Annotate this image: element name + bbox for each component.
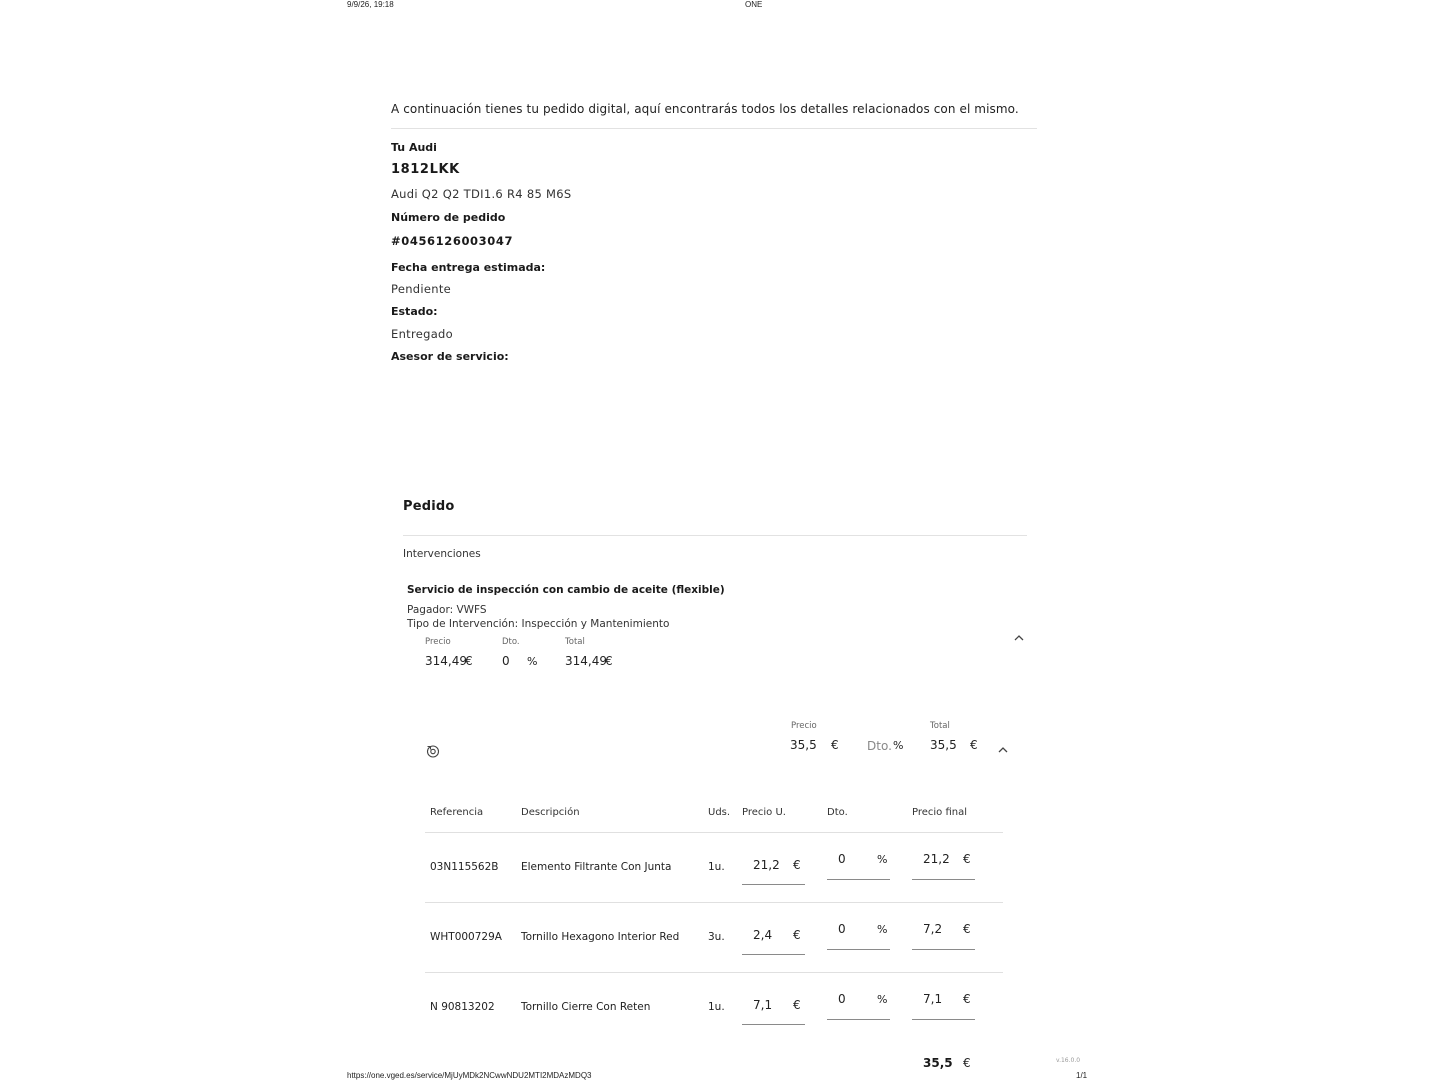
- th-unit-price: Precio U.: [742, 807, 786, 818]
- th-discount: Dto.: [827, 807, 848, 818]
- final-price-field[interactable]: 7,2: [923, 922, 943, 936]
- unit-price-underline: [742, 1024, 805, 1025]
- intervention-price: 314,49: [425, 654, 467, 668]
- row-reference: WHT000729A: [430, 931, 502, 943]
- row-divider: [425, 902, 1003, 903]
- unit-price-underline: [742, 954, 805, 955]
- th-description: Descripción: [521, 807, 580, 818]
- th-reference: Referencia: [430, 807, 484, 818]
- parts-icon: [424, 742, 442, 760]
- status-label: Estado:: [391, 305, 438, 318]
- unit-price-field[interactable]: 7,1: [753, 998, 773, 1012]
- final-price-underline: [912, 1019, 975, 1020]
- discount-percent: %: [877, 853, 888, 866]
- unit-price-currency: €: [793, 998, 801, 1012]
- parts-price-label: Precio: [791, 721, 817, 731]
- table-header-divider: [425, 832, 1003, 833]
- intervention-payer: Pagador: VWFS: [407, 604, 487, 616]
- row-units: 1u.: [708, 1001, 725, 1013]
- print-datetime: 9/9/26, 19:18: [347, 0, 394, 9]
- delivery-date-value: Pendiente: [391, 282, 452, 296]
- delivery-date-label: Fecha entrega estimada:: [391, 261, 546, 274]
- parts-price: 35,5: [790, 738, 817, 752]
- row-divider: [425, 972, 1003, 973]
- row-description: Elemento Filtrante Con Junta: [521, 861, 672, 873]
- final-price-currency: €: [963, 922, 971, 936]
- unit-price-field[interactable]: 2,4: [753, 928, 773, 942]
- status-value: Entregado: [391, 327, 453, 341]
- intervention-type: Tipo de Intervención: Inspección y Mantenimiento: [407, 618, 670, 630]
- final-price-field[interactable]: 21,2: [923, 852, 950, 866]
- row-reference: N 90813202: [430, 1001, 495, 1013]
- app-version: v.16.0.0: [1056, 1057, 1081, 1064]
- final-price-underline: [912, 949, 975, 950]
- intervention-price-currency: €: [465, 654, 473, 668]
- discount-field[interactable]: 0: [838, 992, 846, 1006]
- parts-dto-percent: %: [893, 739, 904, 752]
- row-description: Tornillo Hexagono Interior Red: [521, 931, 680, 943]
- intervention-collapse-chevron-up-icon[interactable]: [1014, 632, 1024, 642]
- order-number: #0456126003047: [391, 234, 514, 248]
- unit-price-underline: [742, 884, 805, 885]
- unit-price-currency: €: [793, 928, 801, 942]
- pedido-title: Pedido: [403, 499, 455, 514]
- vehicle-plate: 1812LKK: [391, 162, 460, 177]
- discount-percent: %: [877, 993, 888, 1006]
- unit-price-currency: €: [793, 858, 801, 872]
- row-description: Tornillo Cierre Con Reten: [521, 1001, 651, 1013]
- discount-underline: [827, 1019, 890, 1020]
- row-units: 3u.: [708, 931, 725, 943]
- intervention-price-label: Precio: [425, 637, 451, 647]
- discount-percent: %: [877, 923, 888, 936]
- intro-text: A continuación tienes tu pedido digital, aquí encontrarás todos los detalles relacionados con el mismo.: [391, 102, 1019, 116]
- intervention-total: 314,49: [565, 654, 607, 668]
- print-title: ONE: [745, 0, 763, 9]
- order-number-label: Número de pedido: [391, 211, 506, 224]
- intro-divider: [391, 128, 1037, 129]
- discount-field[interactable]: 0: [838, 922, 846, 936]
- intervention-total-currency: €: [605, 654, 613, 668]
- parts-total: 35,5: [930, 738, 957, 752]
- th-final-price: Precio final: [912, 807, 968, 818]
- parts-total-currency: €: [970, 738, 978, 752]
- final-price-field[interactable]: 7,1: [923, 992, 943, 1006]
- discount-field[interactable]: 0: [838, 852, 846, 866]
- unit-price-field[interactable]: 21,2: [753, 858, 780, 872]
- print-url: https://one.vged.es/service/MjUyMDk2NCwwNDU2MTI2MDAzMDQ3: [347, 1071, 592, 1080]
- intervention-dto-label: Dto.: [502, 637, 520, 647]
- grand-total-currency: €: [963, 1056, 971, 1070]
- final-price-currency: €: [963, 992, 971, 1006]
- interventions-label: Intervenciones: [403, 548, 481, 560]
- row-units: 1u.: [708, 861, 725, 873]
- intervention-name: Servicio de inspección con cambio de aceite (flexible): [407, 584, 725, 596]
- final-price-underline: [912, 879, 975, 880]
- parts-dto-label: Dto.: [867, 739, 892, 753]
- final-price-currency: €: [963, 852, 971, 866]
- service-advisor-label: Asesor de servicio:: [391, 350, 509, 363]
- intervention-dto: 0: [502, 654, 510, 668]
- pedido-divider: [403, 535, 1027, 536]
- print-page-number: 1/1: [1076, 1071, 1088, 1080]
- discount-underline: [827, 879, 890, 880]
- row-reference: 03N115562B: [430, 861, 499, 873]
- grand-total: 35,5: [923, 1056, 953, 1070]
- intervention-dto-percent: %: [527, 655, 538, 668]
- parts-collapse-chevron-up-icon[interactable]: [998, 744, 1008, 754]
- vehicle-model: Audi Q2 Q2 TDI1.6 R4 85 M6S: [391, 187, 572, 201]
- parts-price-currency: €: [831, 738, 839, 752]
- discount-underline: [827, 949, 890, 950]
- intervention-total-label: Total: [565, 637, 585, 647]
- vehicle-label: Tu Audi: [391, 141, 437, 154]
- th-units: Uds.: [708, 807, 731, 818]
- parts-total-label: Total: [930, 721, 950, 731]
